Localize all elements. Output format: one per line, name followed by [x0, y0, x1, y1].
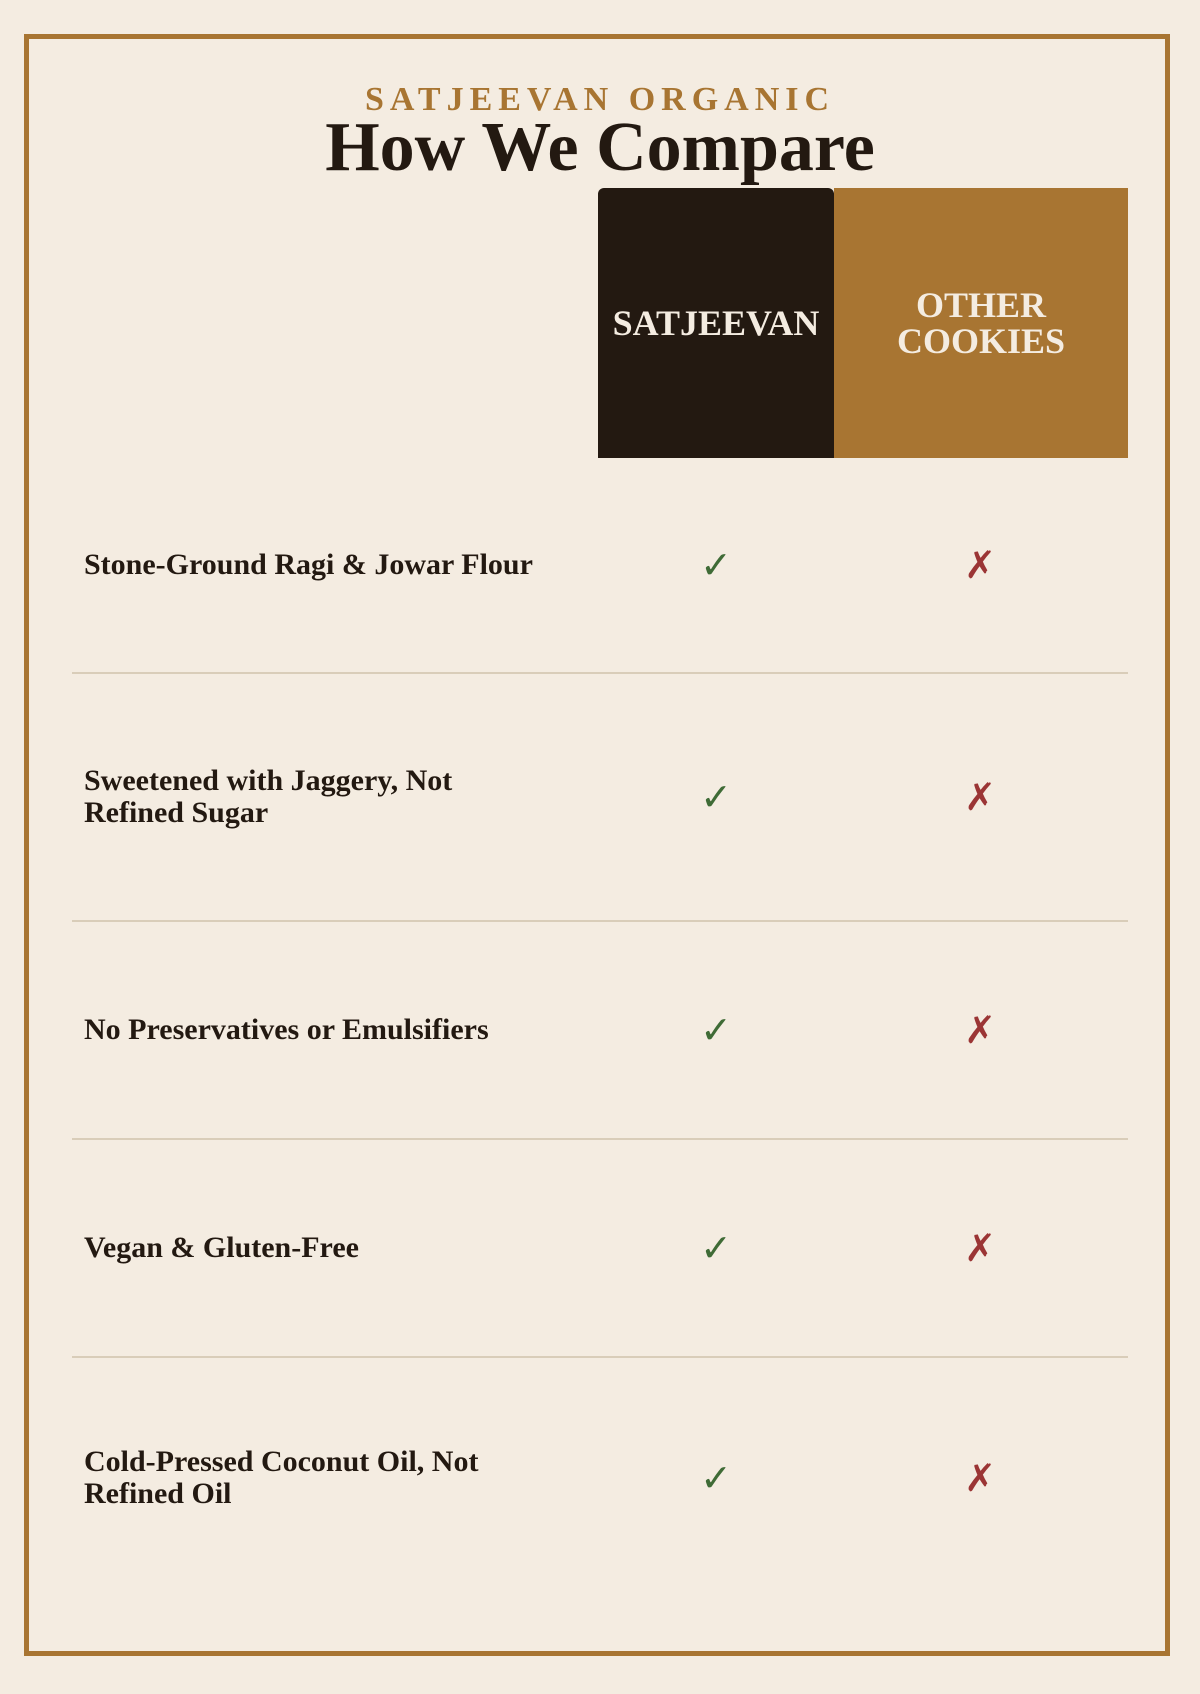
column-header-other-cookies	[834, 188, 1128, 458]
column-header-other-line1: OTHER	[915, 285, 1046, 325]
check-icon: ✓	[700, 1226, 732, 1270]
feature-label: Vegan & Gluten-Free	[84, 1231, 359, 1264]
cross-icon: ✗	[964, 1226, 996, 1270]
feature-label	[84, 1446, 604, 1510]
feature-label	[84, 765, 604, 829]
comparison-row	[72, 674, 1128, 920]
column-header-satjeevan-label: SATJEEVAN	[612, 303, 820, 343]
feature-label-line1: Cold-Pressed Coconut Oil, Not	[84, 1445, 479, 1478]
feature-label-line2: Refined Oil	[84, 1477, 232, 1510]
comparison-row	[72, 922, 1128, 1138]
cross-icon: ✗	[964, 1456, 996, 1500]
feature-label-line2: Refined Sugar	[84, 796, 269, 829]
cross-icon: ✗	[964, 1008, 996, 1052]
check-icon: ✓	[700, 775, 732, 819]
check-icon: ✓	[700, 1008, 732, 1052]
comparison-row	[72, 458, 1128, 672]
column-header-other-label	[897, 287, 1065, 359]
brand-name: SATJEEVAN ORGANIC	[364, 81, 836, 118]
column-header-satjeevan	[598, 188, 834, 458]
feature-label-line1: Sweetened with Jaggery, Not	[84, 764, 453, 797]
check-icon: ✓	[700, 543, 732, 587]
cross-icon: ✗	[964, 543, 996, 587]
comparison-row	[72, 1140, 1128, 1356]
check-icon: ✓	[700, 1456, 732, 1500]
feature-label: Stone-Ground Ragi & Jowar Flour	[84, 548, 533, 581]
comparison-row	[72, 1358, 1128, 1598]
cross-icon: ✗	[964, 775, 996, 819]
page-title: How We Compare	[325, 109, 875, 186]
column-header-other-line2: COOKIES	[896, 321, 1066, 361]
feature-label: No Preservatives or Emulsifiers	[84, 1013, 489, 1046]
